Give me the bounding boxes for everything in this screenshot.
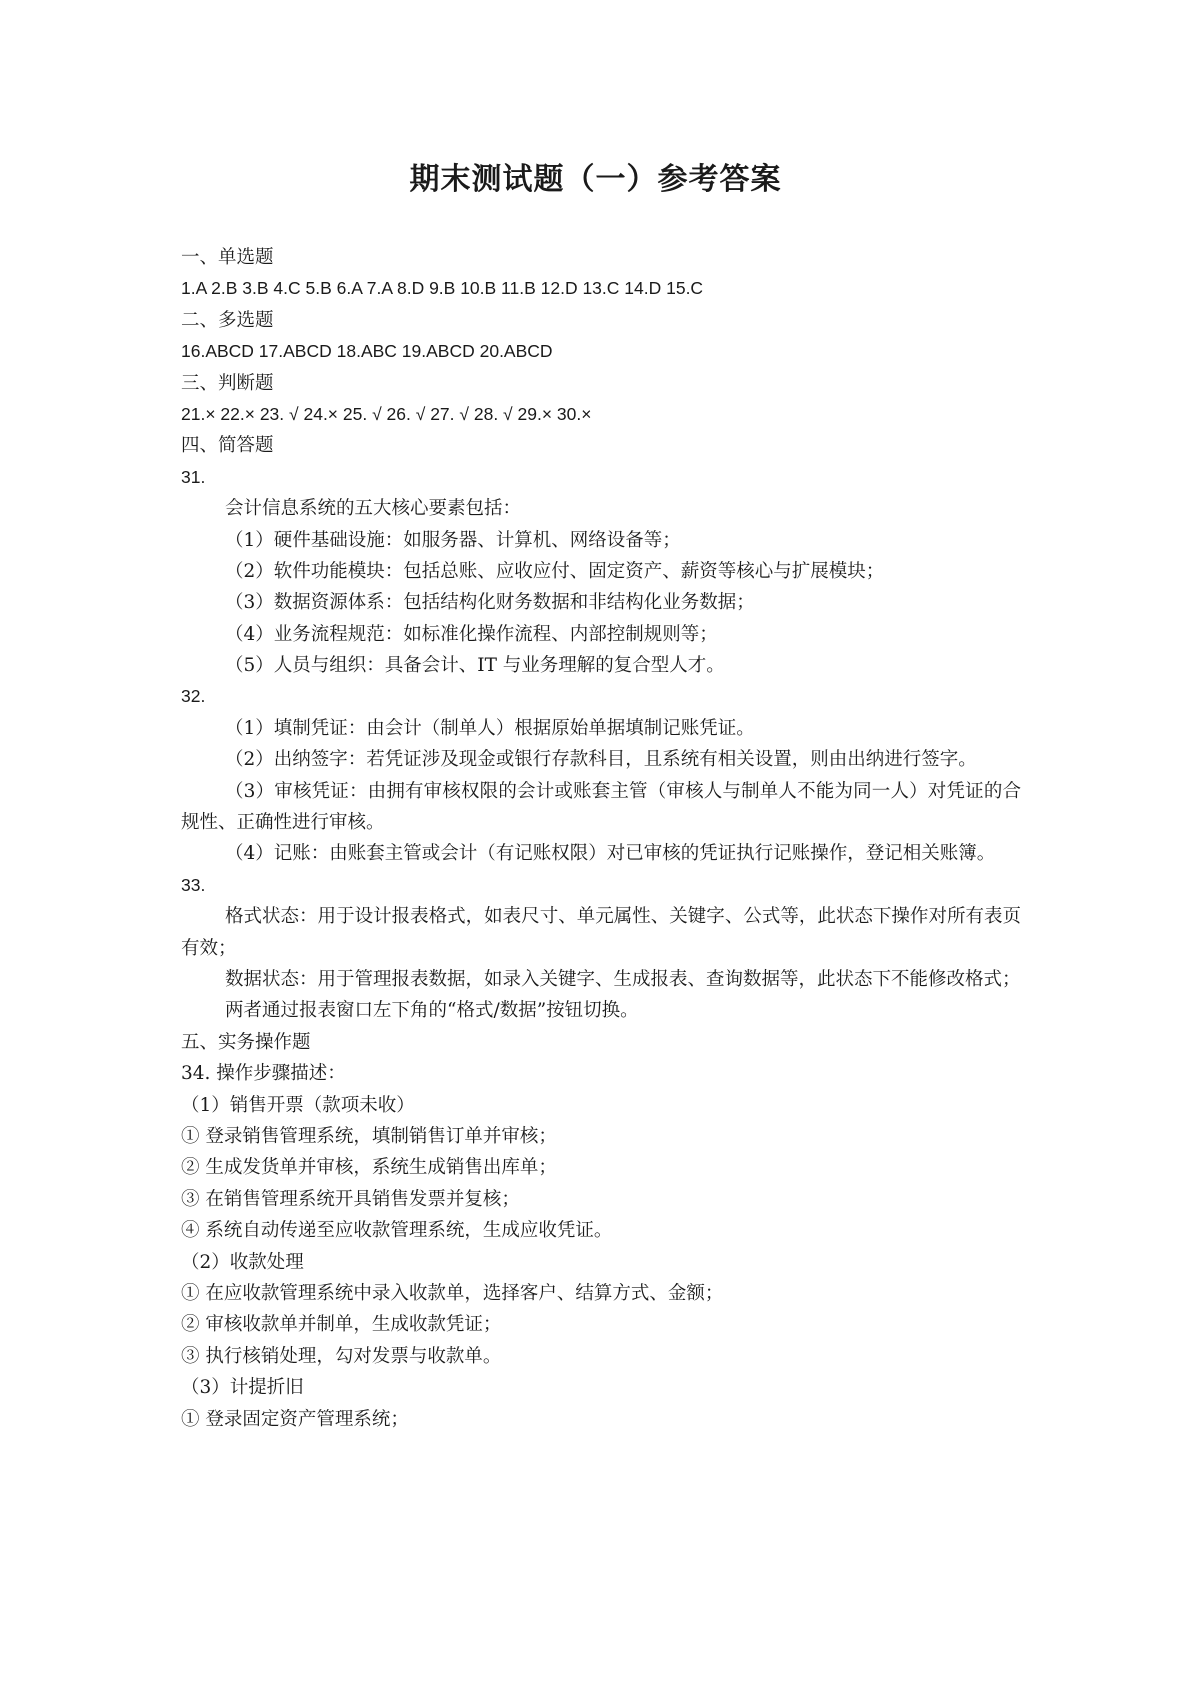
procedure-step: ③ 执行核销处理，勾对发票与收款单。 [181,1345,502,1367]
q31-intro: 会计信息系统的五大核心要素包括： [225,498,522,520]
procedure-step: ① 在应收款管理系统中录入收款单，选择客户、结算方式、金额； [181,1283,724,1304]
q32-item: （2）出纳签字：若凭证涉及现金或银行存款科目，且系统有相关设置，则由出纳进行签字。 [225,749,977,771]
procedure-step: ② 生成发货单并审核，系统生成销售出库单； [181,1157,557,1179]
q33-item: 格式状态：用于设计报表格式，如表尺寸、单元属性、关键字、公式等，此状态下操作对所有表页有效； [181,906,1021,959]
answer-body [181,242,1021,1435]
question-number-32: 32. [181,686,206,707]
section-heading-single-choice: 一、单选题 [181,247,274,268]
procedure-title-receipt: （2）收款处理 [181,1251,304,1273]
section-heading-true-false: 三、判断题 [181,372,274,394]
true-false-answers: 21.× 22.× 23. √ 24.× 25. √ 26. √ 27. √ 28. √ 29.× 30.× [181,403,592,424]
page-title: 期末测试题（一）参考答案 [409,162,782,197]
section-heading-short-answer: 四、简答题 [181,435,274,457]
procedure-step: ③ 在销售管理系统开具销售发票并复核； [181,1188,520,1210]
procedure-step: ① 登录固定资产管理系统； [181,1408,409,1430]
procedure-title-sales-invoice: （1）销售开票（款项未收） [181,1094,415,1116]
q31-item: （3）数据资源体系：包括结构化财务数据和非结构化业务数据； [225,592,755,614]
single-choice-answers: 1.A 2.B 3.B 4.C 5.B 6.A 7.A 8.D 9.B 10.B 11.B 12.D 13.C 14.D 15.C [181,278,704,299]
q32-item: （1）填制凭证：由会计（制单人）根据原始单据填制记账凭证。 [225,717,755,739]
procedure-step: ④ 系统自动传递至应收款管理系统，生成应收凭证。 [181,1220,613,1242]
procedure-title-depreciation: （3）计提折旧 [181,1377,304,1399]
q32-item: （3）审核凭证：由拥有审核权限的会计或账套主管（审核人与制单人不能为同一人）对凭证的合规性、正确性进行审核。 [181,780,1021,834]
q31-item: （4）业务流程规范：如标准化操作流程、内部控制规则等； [225,623,718,645]
q31-item: （5）人员与组织：具备会计、IT 与业务理解的复合型人才。 [225,655,725,677]
procedure-step: ② 审核收款单并制单，生成收款凭证； [181,1314,502,1336]
q33-item: 两者通过报表窗口左下角的“格式/数据”按钮切换。 [225,1000,639,1022]
q33-item: 数据状态：用于管理报表数据，如录入关键字、生成报表、查询数据等，此状态下不能修改格式； [225,969,1021,991]
question-number-31: 31. [181,466,206,487]
section-heading-multiple-choice: 二、多选题 [181,309,274,331]
q31-item: （2）软件功能模块：包括总账、应收应付、固定资产、薪资等核心与扩展模块； [225,560,885,582]
question-number-33: 33. [181,874,206,895]
section-heading-practical: 五、实务操作题 [181,1031,311,1053]
q31-item: （1）硬件基础设施：如服务器、计算机、网络设备等； [225,529,681,551]
procedure-step: ① 登录销售管理系统，填制销售订单并审核； [181,1126,557,1148]
q32-item: （4）记账：由账套主管或会计（有记账权限）对已审核的凭证执行记账操作，登记相关账簿。 [225,843,996,865]
q34-intro: 34. 操作步骤描述： [181,1063,346,1085]
multiple-choice-answers: 16.ABCD 17.ABCD 18.ABC 19.ABCD 20.ABCD [181,341,553,362]
